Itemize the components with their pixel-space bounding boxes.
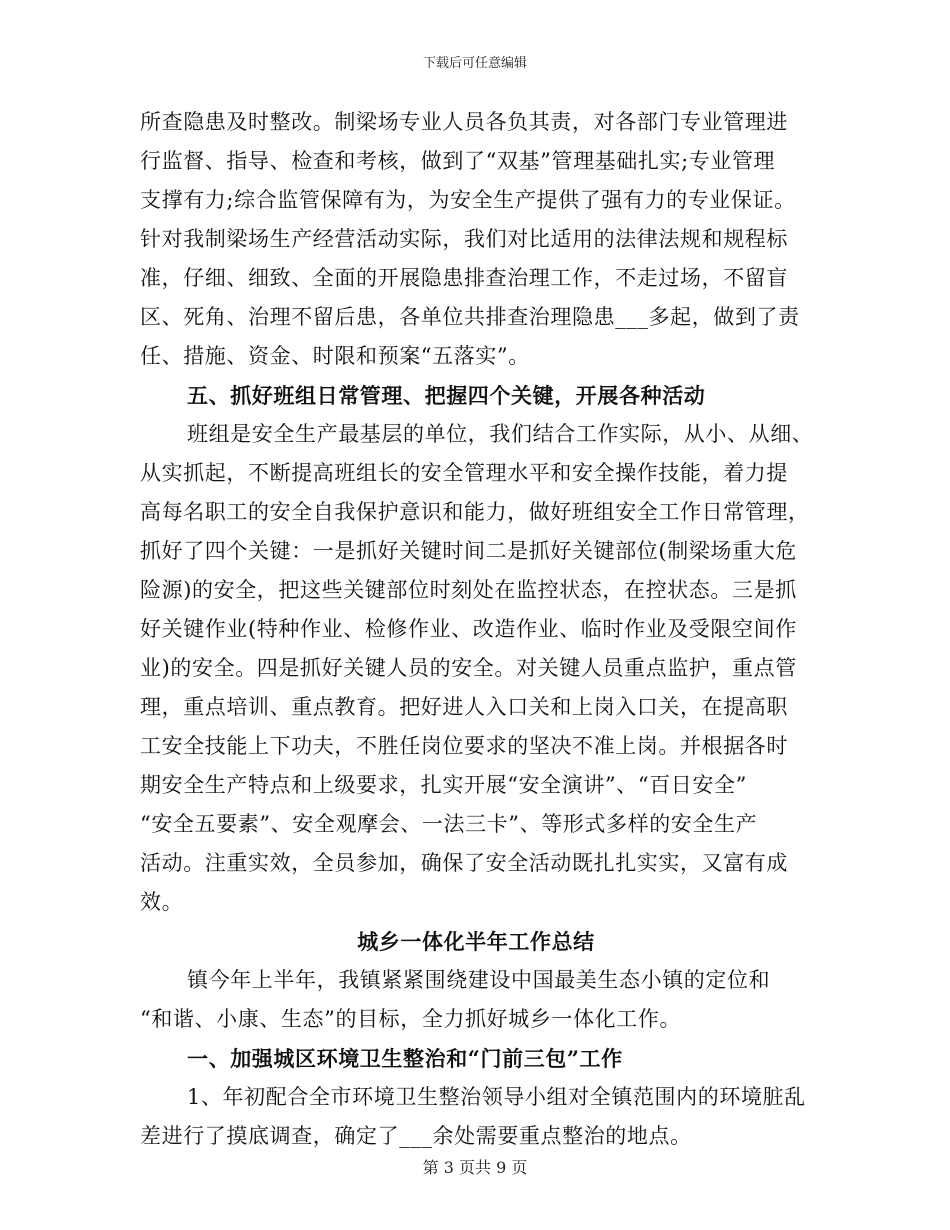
body-line: 从实抓起，不断提高班组长的安全管理水平和安全操作技能，着力提 (140, 461, 788, 485)
body-line: 差进行了摸底调查，确定了___余处需要重点整治的地点。 (140, 1124, 692, 1148)
body-line: 所查隐患及时整改。制梁场专业人员各负其责，对各部门专业管理进 (140, 110, 788, 134)
body-line: 好关键作业(特种作业、检修作业、改造作业、临时作业及受限空间作 (140, 617, 797, 641)
body-line: 行监督、指导、检查和考核，做到了“双基”管理基础扎实;专业管理 (140, 149, 776, 173)
body-line: “安全五要素”、安全观摩会、一法三卡”、等形式多样的安全生产 (140, 812, 758, 836)
body-line: 理，重点培训、重点教育。把好进人入口关和上岗入口关，在提高职 (140, 695, 788, 719)
body-line: 任、措施、资金、时限和预案“五落实”。 (140, 344, 530, 368)
document-body (140, 103, 812, 1156)
body-line: 险源)的安全，把这些关键部位时刻处在监控状态，在控状态。三是抓 (140, 578, 797, 602)
body-line: “和谐、小康、生态”的目标，全力抓好城乡一体化工作。 (140, 1007, 682, 1031)
body-line: 期安全生产特点和上级要求，扎实开展“安全演讲”、“百日安全” (140, 773, 747, 797)
body-line: 抓好了四个关键：一是抓好关键时间二是抓好关键部位(制梁场重大危 (140, 539, 797, 563)
body-line: 镇今年上半年，我镇紧紧围绕建设中国最美生态小镇的定位和 (187, 968, 771, 992)
section-heading: 一、加强城区环境卫生整治和“门前三包”工作 (187, 1046, 623, 1071)
body-line: 班组是安全生产最基层的单位，我们结合工作实际，从小、从细、 (187, 422, 814, 446)
body-line: 活动。注重实效，全员参加，确保了安全活动既扎扎实实，又富有成 (140, 851, 788, 875)
body-line: 效。 (140, 890, 184, 914)
body-line: 针对我制梁场生产经营活动实际，我们对比适用的法律法规和规程标 (140, 227, 788, 251)
section-heading: 五、抓好班组日常管理、把握四个关键，开展各种活动 (187, 383, 706, 408)
page-header: 下载后可任意编辑 (422, 56, 527, 71)
body-line: 区、死角、治理不留后患，各单位共排查治理隐患___多起，做到了责 (140, 305, 800, 329)
body-line: 1、年初配合全市环境卫生整治领导小组对全镇范围内的环境脏乱 (187, 1085, 806, 1109)
body-line: 支撑有力;综合监管保障有为，为安全生产提供了强有力的专业保证。 (140, 188, 796, 212)
body-line: 准，仔细、细致、全面的开展隐患排查治理工作，不走过场，不留盲 (140, 266, 788, 290)
page-footer: 第 3 页共 9 页 (422, 1158, 528, 1177)
body-line: 高每名职工的安全自我保护意识和能力，做好班组安全工作日常管理， (140, 500, 810, 524)
body-line: 业)的安全。四是抓好关键人员的安全。对关键人员重点监护，重点管 (140, 656, 797, 680)
document-title: 城乡一体化半年工作总结 (357, 929, 595, 954)
body-line: 工安全技能上下功夫，不胜任岗位要求的坚决不准上岗。并根据各时 (140, 734, 788, 758)
